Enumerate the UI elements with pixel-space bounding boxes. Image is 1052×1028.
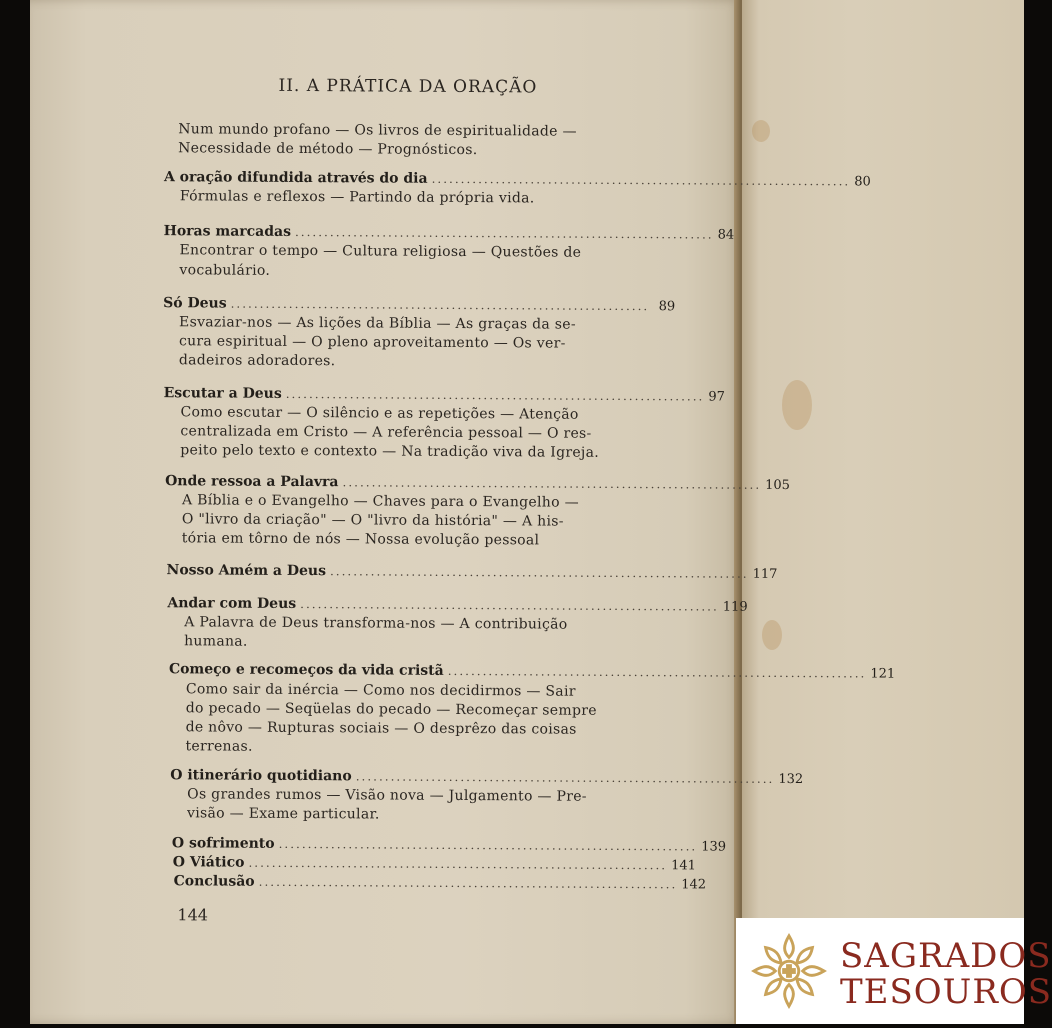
toc-entry [173, 873, 707, 893]
entry-title: Começo e recomeços da vida cristã [168, 661, 444, 679]
leader-dots: ........................................................................ [342, 475, 762, 492]
page-title: II. A PRÁTICA DA ORAÇÃO [278, 75, 538, 98]
entry-subtopics: A Palavra de Deus transforma-nos — A contribuição [184, 614, 568, 633]
watermark-logo [736, 918, 1052, 1024]
toc-entry [163, 385, 725, 405]
toc-entry [167, 595, 748, 615]
entry-title: Só Deus [163, 295, 227, 312]
toc-entry [163, 295, 675, 314]
entry-subtopics: Fórmulas e reflexos — Partindo da própria vida. [179, 188, 535, 207]
entry-page: 139 [701, 839, 727, 855]
entry-subtopics: Encontrar o tempo — Cultura religiosa — Questões de [179, 242, 582, 261]
entry-title: Horas marcadas [163, 223, 292, 240]
entry-title: O sofrimento [171, 835, 275, 852]
entry-subtopics: peito pelo texto e contexto — Na tradição viva da Igreja. [180, 442, 600, 461]
toc-entry [165, 473, 791, 493]
entry-title: O itinerário quotidiano [170, 767, 352, 785]
leader-dots: ........................................................................ [431, 171, 851, 189]
entry-subtopics: vocabulário. [179, 262, 271, 279]
entry-subtopics: tória em tôrno de nós — Nossa evolução pessoal [181, 530, 540, 549]
leader-dots: ........................................................................ [355, 769, 775, 786]
entry-subtopics: O "livro da criação" — O "livro da história" — A his- [181, 511, 564, 530]
entry-subtopics: do pecado — Seqüelas do pecado — Recomeçar sempre [185, 700, 597, 719]
entry-page: 121 [870, 666, 896, 682]
toc-entry [172, 854, 697, 874]
leader-dots: ........................................................................ [285, 386, 705, 404]
intro-line: Necessidade de método — Prognósticos. [178, 140, 478, 159]
entry-page: 105 [765, 477, 791, 493]
entry-subtopics: humana. [184, 633, 248, 650]
entry-subtopics: cura espiritual — O pleno aproveitamento — Os ver- [178, 333, 566, 352]
toc-entry [171, 835, 727, 855]
entry-title: Conclusão [173, 873, 255, 890]
entry-page: 119 [722, 599, 748, 615]
toc-entry [168, 661, 896, 682]
entry-subtopics: centralizada em Cristo — A referência pessoal — O res- [180, 423, 592, 442]
entry-subtopics: Esvaziar-nos — As lições da Bíblia — As graças da se- [179, 314, 576, 333]
entry-page: 84 [717, 227, 735, 243]
entry-title: Escutar a Deus [163, 385, 282, 402]
logo-text-line2: TESOUROS [840, 972, 1052, 1012]
entry-subtopics: de nôvo — Rupturas sociais — O desprêzo das coisas [185, 719, 577, 738]
right-page [742, 0, 1024, 1024]
entry-title: A oração difundida através do dia [163, 169, 428, 187]
entry-subtopics: Como escutar — O silêncio e as repetições — Atenção [180, 404, 579, 423]
entry-subtopics: Os grandes rumos — Visão nova — Julgamento — Pre- [187, 786, 587, 805]
entry-title: Andar com Deus [167, 595, 297, 612]
toc-entry [163, 169, 871, 190]
leader-dots: ........................................................................ [300, 597, 719, 614]
toc-entry [170, 767, 804, 788]
entry-page: 142 [681, 877, 707, 893]
intro-line: Num mundo profano — Os livros de espiritualidade — [178, 121, 577, 140]
entry-page: 80 [854, 174, 871, 190]
leader-dots: ........................................................................ [447, 663, 867, 681]
entry-page: 117 [752, 566, 778, 582]
toc-entry [163, 223, 735, 243]
entry-subtopics: dadeiros adoradores. [178, 352, 336, 370]
entry-title: O Viático [172, 854, 245, 871]
page-number: 144 [177, 905, 209, 925]
entry-page: 89 [658, 299, 676, 315]
ornamental-cross-icon [750, 932, 828, 1010]
logo-text-line1: SAGRADOS [840, 936, 1052, 976]
leader-dots: ........................................................................ [329, 564, 749, 581]
entry-title: Onde ressoa a Palavra [165, 473, 339, 491]
leader-dots: ........................................................................ [230, 296, 650, 314]
entry-page: 141 [671, 858, 697, 874]
entry-subtopics: terrenas. [185, 738, 253, 755]
entry-page: 97 [708, 389, 725, 405]
entry-subtopics: A Bíblia e o Evangelho — Chaves para o Evangelho — [181, 492, 579, 511]
leader-dots: ........................................................................ [294, 224, 714, 242]
leader-dots: ........................................................................ [258, 874, 678, 892]
leader-dots: ........................................................................ [248, 855, 668, 873]
entry-subtopics: visão — Exame particular. [187, 805, 380, 823]
toc-entry [166, 562, 778, 582]
entry-subtopics: Como sair da inércia — Como nos decidirmos — Sair [185, 681, 576, 700]
leader-dots: ........................................................................ [278, 836, 698, 854]
entry-title: Nosso Amém a Deus [166, 562, 327, 580]
entry-page: 132 [778, 771, 804, 788]
